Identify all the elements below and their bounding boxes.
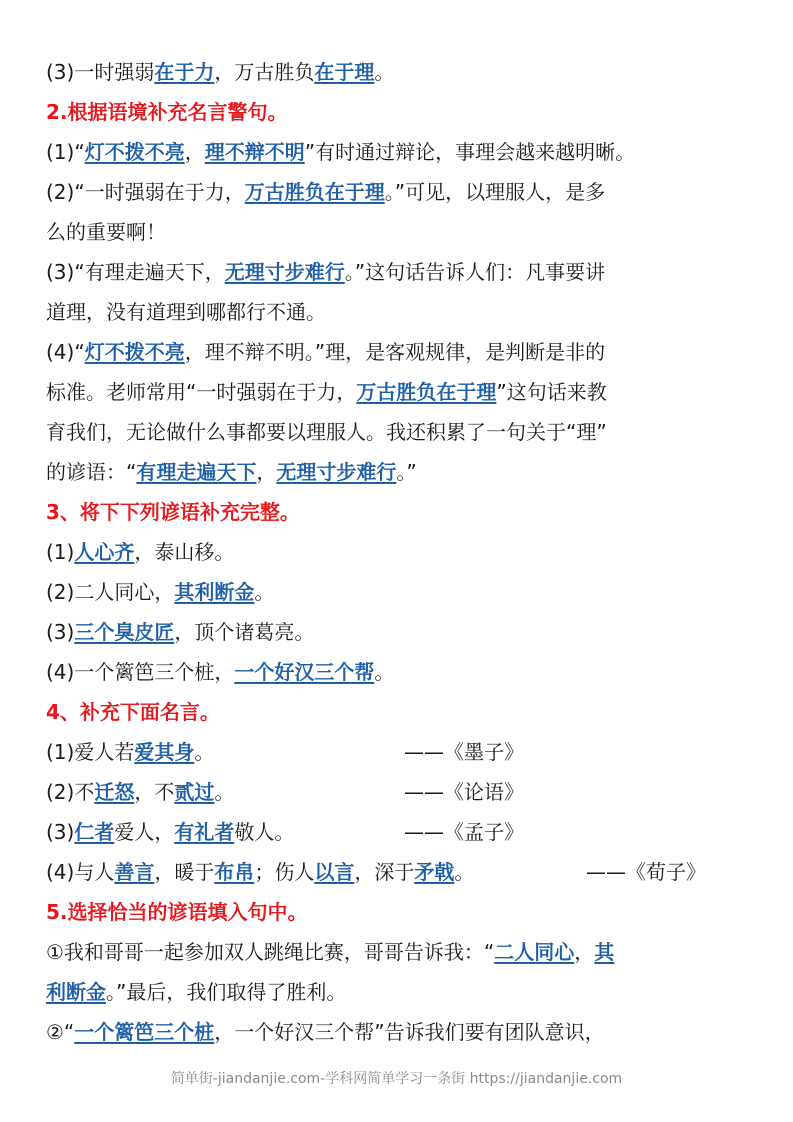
answer-fill: 灯不拨不亮: [84, 340, 185, 364]
body-text: ，顶个诸葛亮。: [174, 620, 315, 644]
heading-text: 5.选择恰当的谚语填入句中。: [46, 900, 308, 924]
body-text: ②“: [46, 1020, 75, 1044]
answer-fill: 爱其身: [134, 740, 195, 764]
text-line: [46, 412, 758, 452]
line-content: [46, 732, 404, 772]
body-text: (2)不: [46, 780, 95, 804]
body-text: ，理不辩不明。”理，是客观规律，是判断是非的: [184, 340, 606, 364]
body-text: (1)爱人若: [46, 740, 135, 764]
answer-fill: 布帛: [214, 860, 255, 884]
heading-text: 3、将下下列谚语补充完整。: [46, 500, 300, 524]
line-content: [46, 540, 234, 564]
body-text: ①我和哥哥一起参加双人跳绳比赛，哥哥告诉我：“: [46, 940, 495, 964]
body-text: (1)“: [46, 140, 85, 164]
body-text: (3): [46, 820, 75, 844]
line-content: [46, 220, 166, 244]
line-content: [46, 260, 605, 284]
text-line: [46, 572, 758, 612]
body-text: (3)一时强弱: [46, 60, 155, 84]
answer-fill: 理不辩不明: [204, 140, 305, 164]
body-text: (3)“有理走遍天下，: [46, 260, 225, 284]
line-content: [46, 980, 346, 1004]
body-text: ；伤人: [254, 860, 315, 884]
text-line: [46, 852, 758, 892]
answer-fill: 迁怒: [94, 780, 135, 804]
answer-fill: 在于理: [314, 60, 375, 84]
body-text: 标准。老师常用“一时强弱在于力，: [46, 380, 357, 404]
line-content: [46, 580, 274, 604]
answer-fill: 人心齐: [74, 540, 135, 564]
body-text: (2)二人同心，: [46, 580, 175, 604]
body-text: ，泰山移。: [134, 540, 235, 564]
answer-fill: 万古胜负在于理: [356, 380, 497, 404]
text-line: [46, 452, 758, 492]
body-text: 。: [454, 860, 475, 884]
body-text: 爱人，: [114, 820, 175, 844]
answer-fill: 无理寸步难行: [276, 460, 397, 484]
body-text: (1): [46, 540, 75, 564]
body-text: 。: [194, 740, 215, 764]
answer-fill: 一个好汉三个帮: [234, 660, 375, 684]
body-text: ，一个好汉三个帮”告诉我们要有团队意识，: [214, 1020, 605, 1044]
body-text: 。: [214, 780, 235, 804]
line-content: [46, 940, 614, 964]
body-text: (4)一个篱笆三个桩，: [46, 660, 235, 684]
body-text: 。”: [396, 460, 417, 484]
line-content: [46, 300, 326, 324]
line-content: [46, 460, 417, 484]
line-content: [46, 140, 635, 164]
body-text: ，不: [134, 780, 175, 804]
body-text: ，: [256, 460, 277, 484]
line-content: [46, 900, 308, 924]
body-text: ，暖于: [154, 860, 215, 884]
body-text: 。: [374, 660, 395, 684]
body-text: (2)“一时强弱在于力，: [46, 180, 245, 204]
body-text: 育我们，无论做什么事都要以理服人。我还积累了一句关于“理”: [46, 420, 607, 444]
line-content: [46, 380, 607, 404]
body-text: ，: [184, 140, 205, 164]
body-text: 道理，没有道理到哪都行不通。: [46, 300, 326, 324]
answer-fill: 善言: [114, 860, 155, 884]
text-line: [46, 532, 758, 572]
text-line: [46, 732, 758, 772]
line-content: [46, 60, 394, 84]
answer-fill: 二人同心: [494, 940, 575, 964]
text-line: [46, 292, 758, 332]
line-content: [46, 1020, 605, 1044]
quote-source: ——《论语》: [404, 780, 524, 804]
answer-fill: 以言: [314, 860, 355, 884]
body-text: 。: [254, 580, 275, 604]
text-line: [46, 612, 758, 652]
text-line: [46, 372, 758, 412]
page-footer: 简单街-jiandanjie.com-学科网简单学习一条街 https://jiandanjie.com: [170, 1071, 623, 1087]
answer-fill: 利断金: [46, 980, 106, 1004]
document-body: [46, 52, 758, 1052]
answer-fill: 仁者: [74, 820, 115, 844]
answer-fill: 三个臭皮匠: [74, 620, 175, 644]
answer-fill: 无理寸步难行: [224, 260, 345, 284]
answer-fill: 灯不拨不亮: [84, 140, 185, 164]
body-text: ，万古胜负: [214, 60, 315, 84]
section-heading: [46, 492, 758, 532]
section-heading: [46, 892, 758, 932]
section-heading: [46, 692, 758, 732]
text-line: [46, 812, 758, 852]
answer-fill: 贰过: [174, 780, 215, 804]
answer-fill: 其利断金: [174, 580, 255, 604]
answer-fill: 在于力: [154, 60, 215, 84]
quote-source: ——《孟子》: [404, 820, 524, 844]
text-line: [46, 52, 758, 92]
answer-fill: 其: [594, 940, 615, 964]
line-content: [46, 772, 404, 812]
text-line: [46, 332, 758, 372]
text-line: [46, 772, 758, 812]
text-line: [46, 252, 758, 292]
text-line: [46, 1012, 758, 1052]
text-line: [46, 932, 758, 972]
line-content: [46, 420, 607, 444]
text-line: [46, 172, 758, 212]
line-content: [46, 660, 394, 684]
body-text: 。”最后，我们取得了胜利。: [106, 980, 347, 1004]
body-text: 么的重要啊！: [46, 220, 166, 244]
body-text: (3): [46, 620, 75, 644]
section-heading: [46, 92, 758, 132]
body-text: ”有时通过辩论，事理会越来越明晰。: [304, 140, 636, 164]
body-text: ，深于: [354, 860, 415, 884]
quote-source: ——《荀子》: [586, 860, 706, 884]
text-line: [46, 652, 758, 692]
text-line: [46, 212, 758, 252]
text-line: [46, 972, 758, 1012]
body-text: 。”这句话告诉人们：凡事要讲: [344, 260, 606, 284]
body-text: ，: [574, 940, 595, 964]
answer-fill: 万古胜负在于理: [244, 180, 385, 204]
body-text: 敬人。: [234, 820, 295, 844]
answer-fill: 有礼者: [174, 820, 235, 844]
line-content: [46, 340, 605, 364]
line-content: [46, 620, 314, 644]
body-text: 的谚语：“: [46, 460, 137, 484]
text-line: [46, 132, 758, 172]
answer-fill: 矛戟: [414, 860, 455, 884]
answer-fill: 有理走遍天下: [136, 460, 257, 484]
line-content: [46, 180, 605, 204]
heading-text: 4、补充下面名言。: [46, 700, 220, 724]
body-text: 。”可见，以理服人，是多: [384, 180, 606, 204]
line-content: [46, 100, 288, 124]
body-text: 。: [374, 60, 395, 84]
body-text: (4)与人: [46, 860, 115, 884]
body-text: ”这句话来教: [496, 380, 607, 404]
line-content: [46, 812, 404, 852]
line-content: [46, 700, 220, 724]
quote-source: ——《墨子》: [404, 740, 524, 764]
body-text: (4)“: [46, 340, 85, 364]
answer-fill: 一个篱笆三个桩: [74, 1020, 215, 1044]
line-content: [46, 852, 586, 892]
heading-text: 2.根据语境补充名言警句。: [46, 100, 288, 124]
line-content: [46, 500, 300, 524]
